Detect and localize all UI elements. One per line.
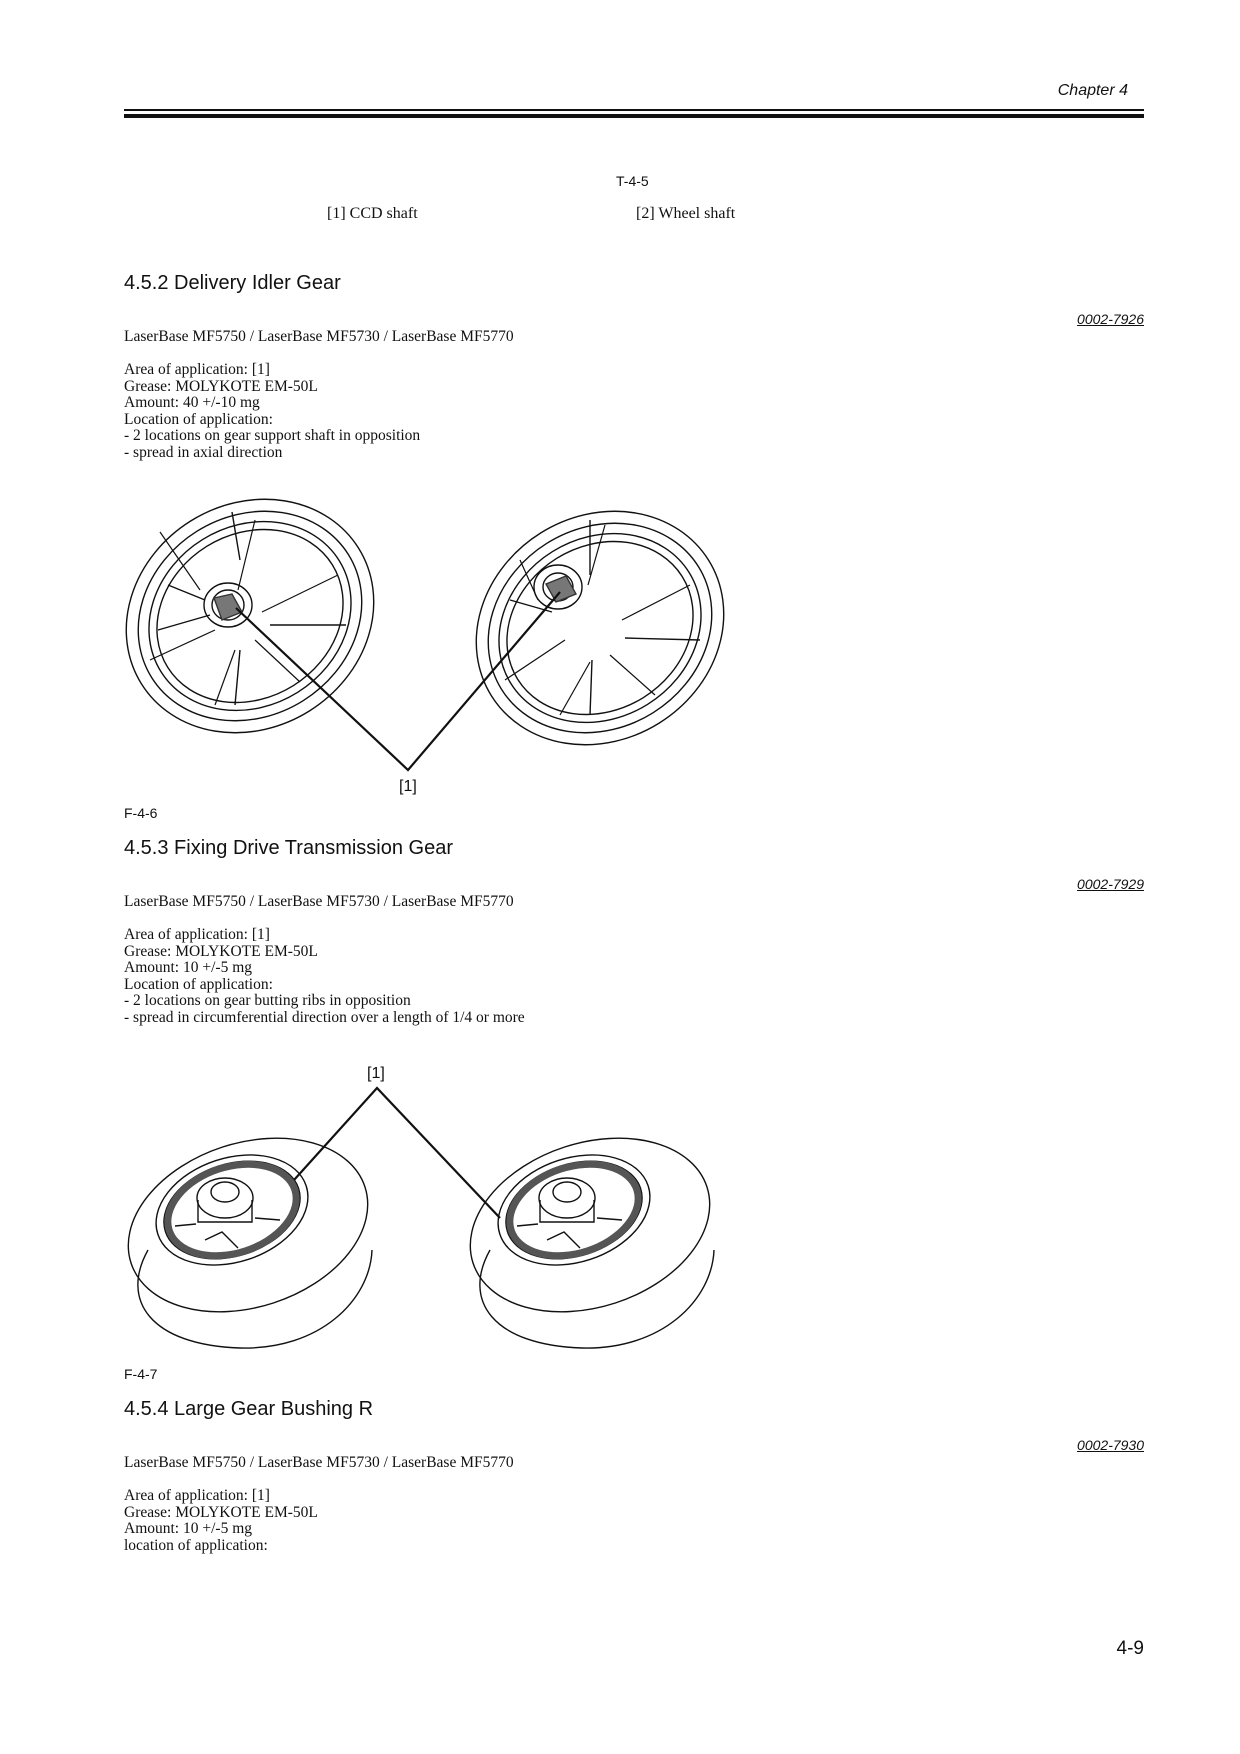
detail-line: Location of application: [124, 410, 273, 428]
detail-line: Area of application: [1] [124, 926, 270, 943]
detail-line: - spread in circumferential direction over a length of 1/4 or more [124, 1008, 525, 1026]
detail-line: Amount: 40 +/-10 mg [124, 394, 260, 412]
detail-line: - spread in axial direction [124, 443, 283, 461]
doc-id-link[interactable]: 0002-7930 [1077, 1437, 1144, 1453]
detail-line: Area of application: [1] [124, 1487, 270, 1504]
detail-line: Amount: 10 +/-5 mg [124, 959, 253, 977]
model-list: LaserBase MF5750 / LaserBase MF5730 / LaserBase MF5770 [124, 1454, 514, 1471]
page-number: 4-9 [1116, 1638, 1144, 1659]
table-caption: T-4-5 [616, 173, 649, 189]
model-list: LaserBase MF5750 / LaserBase MF5730 / LaserBase MF5770 [124, 328, 514, 345]
detail-line: Amount: 10 +/-5 mg [124, 1520, 253, 1538]
figure-callout: [1] [367, 1065, 385, 1082]
figure-caption: F-4-6 [124, 805, 158, 821]
detail-line: Grease: MOLYKOTE EM-50L [124, 377, 318, 395]
table-cell: [1] CCD shaft [327, 205, 418, 222]
application-details [124, 1488, 318, 1554]
section-heading: 4.5.4 Large Gear Bushing R [124, 1398, 374, 1420]
detail-line: location of application: [124, 1536, 268, 1554]
figure-caption: F-4-7 [124, 1366, 158, 1382]
model-list: LaserBase MF5750 / LaserBase MF5730 / LaserBase MF5770 [124, 893, 514, 910]
chapter-label: Chapter 4 [1057, 82, 1128, 99]
section-heading: 4.5.3 Fixing Drive Transmission Gear [124, 837, 454, 859]
application-details [124, 927, 525, 1027]
detail-line: - 2 locations on gear support shaft in opposition [124, 427, 421, 445]
section-heading: 4.5.2 Delivery Idler Gear [124, 272, 341, 294]
figure-callout: [1] [399, 778, 417, 795]
detail-line: Grease: MOLYKOTE EM-50L [124, 1503, 318, 1521]
detail-line: Location of application: [124, 975, 273, 993]
detail-line: Area of application: [1] [124, 361, 270, 378]
doc-id-link[interactable]: 0002-7926 [1077, 311, 1144, 327]
table-cell: [2] Wheel shaft [636, 205, 736, 222]
detail-line: - 2 locations on gear butting ribs in opposition [124, 992, 411, 1010]
detail-line: Grease: MOLYKOTE EM-50L [124, 942, 318, 960]
doc-id-link[interactable]: 0002-7929 [1077, 876, 1144, 892]
